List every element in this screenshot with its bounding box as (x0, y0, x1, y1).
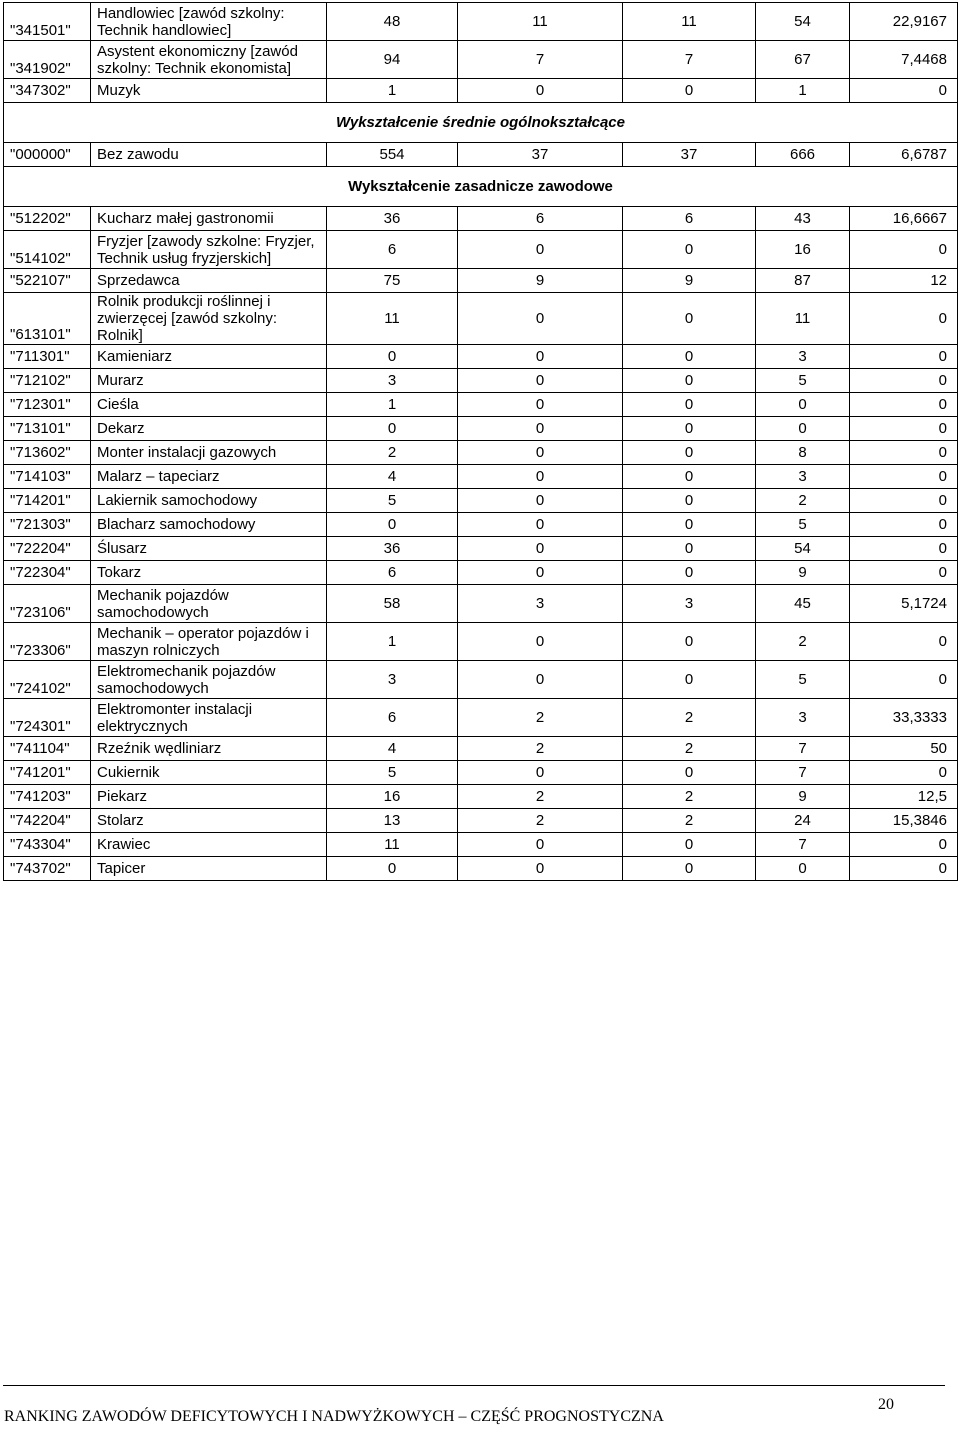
section-title: Wykształcenie zasadnicze zawodowe (4, 167, 958, 207)
table-row (4, 809, 958, 833)
occupation-name: Monter instalacji gazowych (91, 441, 327, 465)
occupation-name: Stolarz (91, 809, 327, 833)
occupation-code: "724102" (4, 661, 91, 699)
value-cell-2: 0 (458, 661, 623, 699)
section-header-row (4, 167, 958, 207)
value-cell-1: 4 (327, 465, 458, 489)
value-cell-1: 75 (327, 269, 458, 293)
table-row (4, 857, 958, 881)
value-cell-4: 666 (756, 143, 850, 167)
value-cell-5: 0 (850, 833, 958, 857)
value-cell-1: 58 (327, 585, 458, 623)
value-cell-5: 0 (850, 393, 958, 417)
value-cell-3: 37 (623, 143, 756, 167)
value-cell-4: 5 (756, 369, 850, 393)
occupation-code: "721303" (4, 513, 91, 537)
value-cell-3: 0 (623, 623, 756, 661)
value-cell-1: 13 (327, 809, 458, 833)
table-body (4, 3, 958, 881)
occupation-code: "742204" (4, 809, 91, 833)
occupation-code: "741104" (4, 737, 91, 761)
section-header-row (4, 103, 958, 143)
value-cell-4: 2 (756, 623, 850, 661)
value-cell-5: 0 (850, 623, 958, 661)
value-cell-5: 0 (850, 857, 958, 881)
value-cell-3: 0 (623, 345, 756, 369)
value-cell-1: 0 (327, 345, 458, 369)
occupation-code: "613101" (4, 293, 91, 345)
value-cell-4: 54 (756, 3, 850, 41)
table-row (4, 737, 958, 761)
value-cell-1: 36 (327, 537, 458, 561)
table-row (4, 269, 958, 293)
value-cell-5: 6,6787 (850, 143, 958, 167)
value-cell-5: 15,3846 (850, 809, 958, 833)
value-cell-4: 54 (756, 537, 850, 561)
occupation-name: Ślusarz (91, 537, 327, 561)
value-cell-4: 7 (756, 833, 850, 857)
value-cell-4: 5 (756, 661, 850, 699)
value-cell-4: 7 (756, 761, 850, 785)
occupation-name: Rolnik produkcji roślinnej i zwierzęcej [zawód szkolny: Rolnik] (91, 293, 327, 345)
value-cell-2: 0 (458, 293, 623, 345)
value-cell-2: 0 (458, 417, 623, 441)
value-cell-1: 94 (327, 41, 458, 79)
value-cell-3: 7 (623, 41, 756, 79)
occupation-code: "522107" (4, 269, 91, 293)
value-cell-4: 24 (756, 809, 850, 833)
table-row (4, 465, 958, 489)
value-cell-3: 2 (623, 785, 756, 809)
value-cell-2: 7 (458, 41, 623, 79)
value-cell-1: 0 (327, 417, 458, 441)
value-cell-1: 5 (327, 489, 458, 513)
occupation-name: Kamieniarz (91, 345, 327, 369)
value-cell-5: 0 (850, 79, 958, 103)
value-cell-2: 0 (458, 393, 623, 417)
value-cell-2: 2 (458, 699, 623, 737)
value-cell-3: 0 (623, 441, 756, 465)
value-cell-2: 6 (458, 207, 623, 231)
occupation-name: Murarz (91, 369, 327, 393)
table-row (4, 231, 958, 269)
value-cell-3: 0 (623, 293, 756, 345)
value-cell-5: 7,4468 (850, 41, 958, 79)
occupation-code: "743702" (4, 857, 91, 881)
table-row (4, 41, 958, 79)
value-cell-1: 0 (327, 513, 458, 537)
value-cell-3: 0 (623, 761, 756, 785)
value-cell-5: 12 (850, 269, 958, 293)
value-cell-1: 3 (327, 369, 458, 393)
table-row (4, 3, 958, 41)
value-cell-1: 11 (327, 293, 458, 345)
value-cell-5: 0 (850, 345, 958, 369)
value-cell-1: 48 (327, 3, 458, 41)
value-cell-5: 0 (850, 561, 958, 585)
value-cell-5: 0 (850, 489, 958, 513)
table-row (4, 489, 958, 513)
footer-divider (3, 1385, 945, 1386)
value-cell-5: 0 (850, 417, 958, 441)
value-cell-4: 9 (756, 785, 850, 809)
occupation-name: Piekarz (91, 785, 327, 809)
value-cell-5: 12,5 (850, 785, 958, 809)
occupation-code: "723106" (4, 585, 91, 623)
table-row (4, 623, 958, 661)
value-cell-3: 2 (623, 809, 756, 833)
value-cell-3: 6 (623, 207, 756, 231)
table-row (4, 207, 958, 231)
value-cell-2: 0 (458, 345, 623, 369)
value-cell-3: 0 (623, 417, 756, 441)
value-cell-3: 0 (623, 79, 756, 103)
value-cell-2: 0 (458, 513, 623, 537)
value-cell-5: 0 (850, 465, 958, 489)
value-cell-2: 3 (458, 585, 623, 623)
value-cell-3: 2 (623, 699, 756, 737)
occupation-code: "741201" (4, 761, 91, 785)
occupation-code: "711301" (4, 345, 91, 369)
occupation-code: "512202" (4, 207, 91, 231)
occupation-name: Lakiernik samochodowy (91, 489, 327, 513)
value-cell-4: 0 (756, 857, 850, 881)
occupation-code: "713101" (4, 417, 91, 441)
table-row (4, 661, 958, 699)
occupation-code: "341902" (4, 41, 91, 79)
table-row (4, 345, 958, 369)
value-cell-2: 0 (458, 761, 623, 785)
value-cell-2: 2 (458, 785, 623, 809)
value-cell-2: 0 (458, 465, 623, 489)
value-cell-1: 1 (327, 393, 458, 417)
occupation-code: "712102" (4, 369, 91, 393)
occupation-name: Sprzedawca (91, 269, 327, 293)
section-title: Wykształcenie średnie ogólnokształcące (4, 103, 958, 143)
value-cell-1: 2 (327, 441, 458, 465)
table-row (4, 79, 958, 103)
occupation-name: Dekarz (91, 417, 327, 441)
value-cell-4: 0 (756, 417, 850, 441)
occupation-name: Elektromonter instalacji elektrycznych (91, 699, 327, 737)
value-cell-4: 3 (756, 699, 850, 737)
value-cell-4: 11 (756, 293, 850, 345)
value-cell-2: 37 (458, 143, 623, 167)
value-cell-1: 4 (327, 737, 458, 761)
table-row (4, 561, 958, 585)
value-cell-4: 87 (756, 269, 850, 293)
table-row (4, 785, 958, 809)
occupation-name: Malarz – tapeciarz (91, 465, 327, 489)
value-cell-4: 0 (756, 393, 850, 417)
occupation-name: Blacharz samochodowy (91, 513, 327, 537)
occupation-name: Mechanik pojazdów samochodowych (91, 585, 327, 623)
occupation-code: "724301" (4, 699, 91, 737)
value-cell-4: 3 (756, 465, 850, 489)
value-cell-4: 67 (756, 41, 850, 79)
value-cell-5: 0 (850, 513, 958, 537)
table-row (4, 393, 958, 417)
occupation-code: "723306" (4, 623, 91, 661)
value-cell-1: 1 (327, 79, 458, 103)
value-cell-5: 5,1724 (850, 585, 958, 623)
occupation-name: Tapicer (91, 857, 327, 881)
value-cell-1: 36 (327, 207, 458, 231)
occupation-code: "714103" (4, 465, 91, 489)
value-cell-1: 1 (327, 623, 458, 661)
value-cell-3: 0 (623, 833, 756, 857)
occupation-name: Muzyk (91, 79, 327, 103)
occupation-name: Bez zawodu (91, 143, 327, 167)
value-cell-1: 11 (327, 833, 458, 857)
value-cell-4: 8 (756, 441, 850, 465)
value-cell-3: 0 (623, 369, 756, 393)
value-cell-5: 0 (850, 537, 958, 561)
occupation-code: "341501" (4, 3, 91, 41)
value-cell-3: 9 (623, 269, 756, 293)
occupation-code: "722204" (4, 537, 91, 561)
occupation-code: "722304" (4, 561, 91, 585)
table-row (4, 143, 958, 167)
occupation-name: Krawiec (91, 833, 327, 857)
value-cell-3: 0 (623, 489, 756, 513)
value-cell-5: 22,9167 (850, 3, 958, 41)
value-cell-5: 33,3333 (850, 699, 958, 737)
value-cell-4: 5 (756, 513, 850, 537)
value-cell-4: 43 (756, 207, 850, 231)
value-cell-2: 0 (458, 489, 623, 513)
value-cell-3: 0 (623, 231, 756, 269)
occupation-code: "712301" (4, 393, 91, 417)
table-row (4, 513, 958, 537)
value-cell-3: 2 (623, 737, 756, 761)
table-row (4, 537, 958, 561)
occupation-code: "714201" (4, 489, 91, 513)
occupation-name: Cukiernik (91, 761, 327, 785)
value-cell-4: 16 (756, 231, 850, 269)
value-cell-4: 1 (756, 79, 850, 103)
table-row (4, 441, 958, 465)
occupation-name: Asystent ekonomiczny [zawód szkolny: Technik ekonomista] (91, 41, 327, 79)
value-cell-5: 0 (850, 661, 958, 699)
occupation-name: Kucharz małej gastronomii (91, 207, 327, 231)
value-cell-5: 0 (850, 369, 958, 393)
value-cell-2: 2 (458, 809, 623, 833)
value-cell-4: 3 (756, 345, 850, 369)
occupation-code: "347302" (4, 79, 91, 103)
occupation-code: "743304" (4, 833, 91, 857)
occupations-table (3, 2, 958, 881)
value-cell-1: 6 (327, 231, 458, 269)
table-row (4, 761, 958, 785)
occupation-code: "000000" (4, 143, 91, 167)
value-cell-2: 2 (458, 737, 623, 761)
page-number: 20 (878, 1396, 894, 1413)
value-cell-4: 9 (756, 561, 850, 585)
value-cell-3: 0 (623, 857, 756, 881)
value-cell-3: 0 (623, 561, 756, 585)
table-row (4, 417, 958, 441)
value-cell-1: 554 (327, 143, 458, 167)
value-cell-4: 7 (756, 737, 850, 761)
value-cell-5: 0 (850, 441, 958, 465)
value-cell-2: 0 (458, 369, 623, 393)
occupation-name: Fryzjer [zawody szkolne: Fryzjer, Technik usług fryzjerskich] (91, 231, 327, 269)
occupation-name: Rzeźnik wędliniarz (91, 737, 327, 761)
value-cell-3: 0 (623, 661, 756, 699)
value-cell-2: 0 (458, 857, 623, 881)
table-row (4, 699, 958, 737)
occupation-name: Cieśla (91, 393, 327, 417)
table-row (4, 585, 958, 623)
value-cell-2: 0 (458, 231, 623, 269)
table-row (4, 369, 958, 393)
value-cell-2: 9 (458, 269, 623, 293)
value-cell-5: 0 (850, 293, 958, 345)
value-cell-3: 11 (623, 3, 756, 41)
occupation-name: Mechanik – operator pojazdów i maszyn rolniczych (91, 623, 327, 661)
value-cell-2: 0 (458, 561, 623, 585)
value-cell-3: 0 (623, 393, 756, 417)
value-cell-4: 45 (756, 585, 850, 623)
occupation-code: "514102" (4, 231, 91, 269)
occupation-name: Handlowiec [zawód szkolny: Technik handlowiec] (91, 3, 327, 41)
value-cell-3: 0 (623, 537, 756, 561)
value-cell-2: 0 (458, 537, 623, 561)
occupation-code: "713602" (4, 441, 91, 465)
value-cell-2: 0 (458, 79, 623, 103)
occupation-name: Tokarz (91, 561, 327, 585)
table-row (4, 833, 958, 857)
value-cell-1: 3 (327, 661, 458, 699)
occupation-name: Elektromechanik pojazdów samochodowych (91, 661, 327, 699)
value-cell-2: 0 (458, 833, 623, 857)
footer-title: RANKING ZAWODÓW DEFICYTOWYCH I NADWYŻKOWYCH – CZĘŚĆ PROGNOSTYCZNA (4, 1408, 664, 1425)
value-cell-1: 5 (327, 761, 458, 785)
value-cell-1: 6 (327, 699, 458, 737)
table-row (4, 293, 958, 345)
value-cell-5: 0 (850, 761, 958, 785)
value-cell-5: 50 (850, 737, 958, 761)
occupation-code: "741203" (4, 785, 91, 809)
value-cell-1: 6 (327, 561, 458, 585)
value-cell-2: 0 (458, 623, 623, 661)
value-cell-5: 0 (850, 231, 958, 269)
value-cell-2: 11 (458, 3, 623, 41)
value-cell-1: 0 (327, 857, 458, 881)
value-cell-3: 0 (623, 465, 756, 489)
value-cell-4: 2 (756, 489, 850, 513)
value-cell-5: 16,6667 (850, 207, 958, 231)
value-cell-2: 0 (458, 441, 623, 465)
value-cell-3: 0 (623, 513, 756, 537)
value-cell-3: 3 (623, 585, 756, 623)
value-cell-1: 16 (327, 785, 458, 809)
